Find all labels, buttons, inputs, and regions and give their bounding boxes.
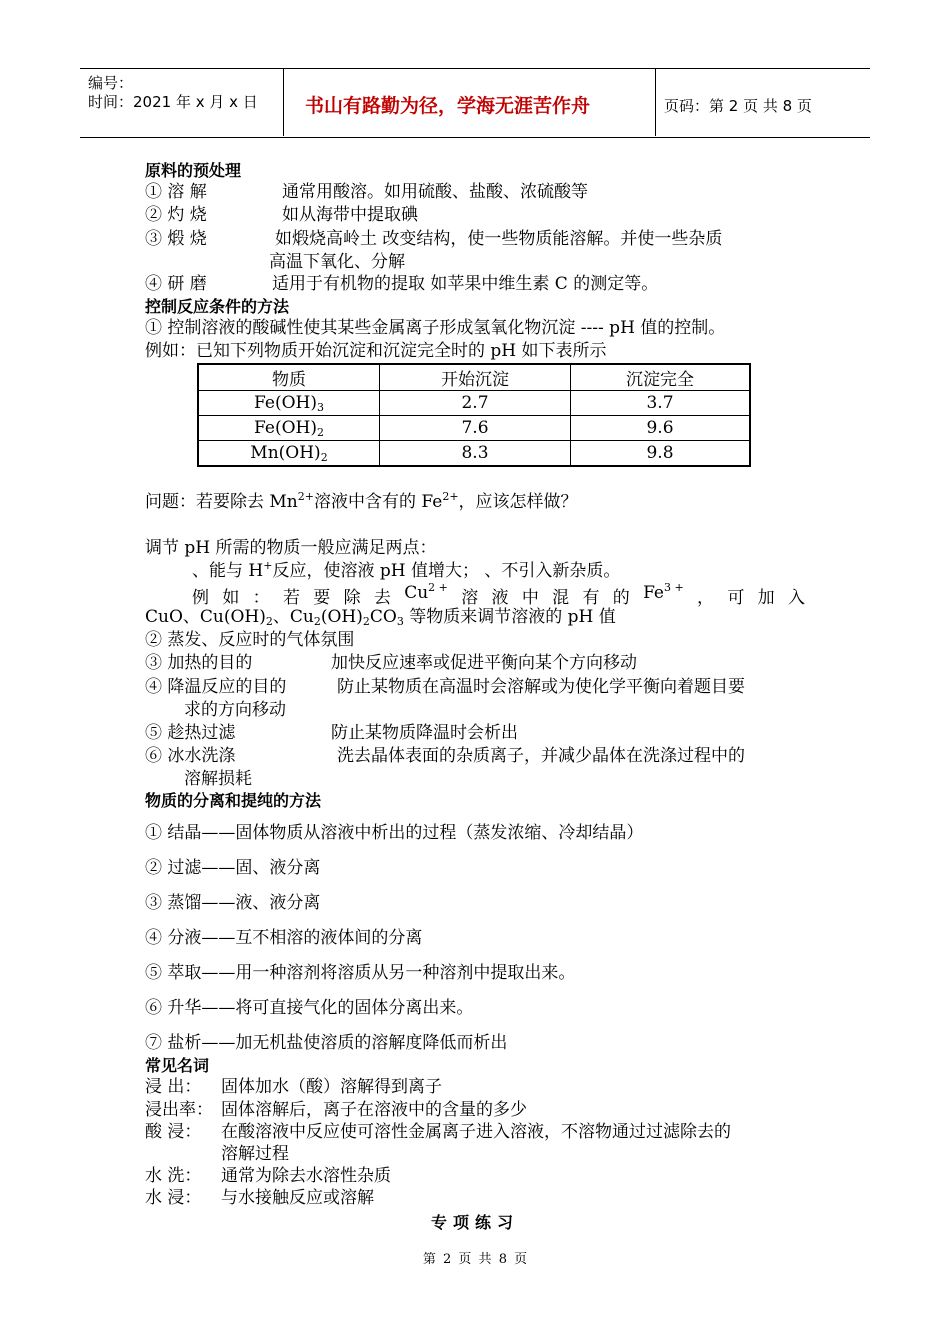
table-cell: 7.6 — [380, 416, 571, 441]
pretreat-item-4 — [145, 273, 659, 295]
other-item-3: ③ 加热的目的 加快反应速率或促进平衡向某个方向移动 — [145, 653, 637, 673]
pretreat-item-3-cont: 高温下氧化、分解 — [269, 252, 405, 272]
item-desc: 适用于有机物的提取 如苹果中维生素 C 的测定等。 — [272, 274, 659, 294]
pretreat-item-3 — [145, 228, 723, 250]
heading-pretreatment: 原料的预处理 — [145, 161, 242, 180]
item-name: ② 灼 烧 — [145, 205, 207, 225]
heading-control: 控制反应条件的方法 — [145, 297, 290, 316]
table-cell: 9.8 — [571, 441, 751, 467]
term-item: 水 洗： 通常为除去水溶性杂质 — [145, 1166, 391, 1186]
item-desc: 如煅烧高岭土 改变结构，使一些物质能溶解。并使一些杂质 — [275, 229, 723, 249]
item-name: ④ 研 磨 — [145, 274, 207, 294]
other-item-4: ④ 降温反应的目的 防止某物质在高温时会溶解或为使化学平衡向着题目要 — [145, 677, 745, 697]
list-item: ④ 分液——互不相溶的液体间的分离 — [145, 928, 423, 948]
term-item: 水 浸： 与水接触反应或溶解 — [145, 1188, 374, 1208]
other-item-4-cont: 求的方向移动 — [184, 700, 286, 720]
list-item: ② 过滤——固、液分离 — [145, 858, 321, 878]
list-item: ① 结晶——固体物质从溶液中析出的过程（蒸发浓缩、冷却结晶） — [145, 823, 644, 843]
table-cell: 2.7 — [380, 391, 571, 416]
table-header: 沉淀完全 — [571, 364, 751, 391]
pretreat-item-1 — [145, 181, 588, 203]
other-item-6-cont: 溶解损耗 — [184, 769, 252, 789]
table-cell-substance: $Mn(OH)_2$ — [198, 441, 380, 467]
item-desc: 通常用酸溶。如用硫酸、盐酸、浓硫酸等 — [282, 182, 588, 202]
section-title: 专项练习 — [430, 1213, 519, 1232]
control-line-1: ① 控制溶液的酸碱性使其某些金属离子形成氢氧化物沉淀 ---- pH 值的控制。 — [145, 318, 726, 338]
term-item: 酸 浸： 在酸溶液中反应使可溶性金属离子进入溶液，不溶物通过过滤除去的 — [145, 1122, 731, 1142]
table-row — [198, 441, 750, 467]
table-cell-substance: $Fe(OH)_3$ — [198, 391, 380, 416]
table-cell: 9.6 — [571, 416, 751, 441]
table-cell: 8.3 — [380, 441, 571, 467]
header-page-number: 页码：第 2 页 共 8 页 — [664, 97, 812, 115]
other-item-5: ⑤ 趁热过滤 防止某物质降温时会析出 — [145, 723, 518, 743]
term-item-cont: 溶解过程 — [221, 1144, 289, 1164]
header-divider — [655, 68, 656, 136]
other-item-6: ⑥ 冰水洗涤 洗去晶体表面的杂质离子，并减少晶体在洗涤过程中的 — [145, 746, 745, 766]
list-item: ⑤ 萃取——用一种溶剂将溶质从另一种溶剂中提取出来。 — [145, 963, 576, 983]
term-item: 浸出率： 固体溶解后，离子在溶液中的含量的多少 — [145, 1100, 527, 1120]
heading-separation: 物质的分离和提纯的方法 — [145, 791, 322, 810]
list-item: ⑥ 升华——将可直接气化的固体分离出来。 — [145, 998, 474, 1018]
adjust-line-4: CuO、$Cu(OH)_2$、$Cu_2(OH)_2CO_3$ 等物质来调节溶液的 pH 值 — [145, 607, 616, 628]
adjust-example-line: 例 如 ： 若 要 除 去 $Cu^{2 +}$ 溶 液 中 混 有 的 $Fe^{3 +}$ ， 可 加 入 — [192, 581, 805, 608]
list-item: ③ 蒸馏——液、液分离 — [145, 893, 321, 913]
table-cell: 3.7 — [571, 391, 751, 416]
table-header-row — [198, 364, 750, 391]
header-motto: 书山有路勤为径，学海无涯苦作舟 — [305, 95, 591, 117]
item-name: ③ 煅 烧 — [145, 229, 207, 249]
other-item-2: ② 蒸发、反应时的气体氛围 — [145, 630, 355, 650]
header-number: 编号： — [88, 74, 134, 92]
ph-table — [197, 363, 751, 467]
header-time: 时间：2021 年 x 月 x 日 — [88, 93, 258, 111]
adjust-line-1: 调节 pH 所需的物质一般应满足两点： — [145, 538, 437, 558]
adjust-line-2: 、能与 H+反应，使溶液 pH 值增大； 、不引入新杂质。 — [192, 559, 621, 581]
control-line-2: 例如：已知下列物质开始沉淀和沉淀完全时的 pH 如下表所示 — [145, 341, 607, 361]
table-row — [198, 391, 750, 416]
header-divider — [283, 68, 284, 136]
term-item: 浸 出： 固体加水（酸）溶解得到离子 — [145, 1077, 442, 1097]
table-cell-substance: $Fe(OH)_2$ — [198, 416, 380, 441]
item-name: ① 溶 解 — [145, 182, 207, 202]
pretreat-item-2 — [145, 204, 418, 226]
item-desc: 如从海带中提取碘 — [282, 205, 418, 225]
question-line: 问题：若要除去 $Mn^{2+}$溶液中含有的 $Fe^{2+}$，应该怎样做？ — [145, 490, 578, 512]
heading-terms: 常见名词 — [145, 1056, 210, 1075]
table-header: 物质 — [198, 364, 380, 391]
table-header: 开始沉淀 — [380, 364, 571, 391]
list-item: ⑦ 盐析——加无机盐使溶质的溶解度降低而析出 — [145, 1033, 508, 1053]
page-footer: 第 2 页 共 8 页 — [422, 1252, 528, 1267]
table-row — [198, 416, 750, 441]
